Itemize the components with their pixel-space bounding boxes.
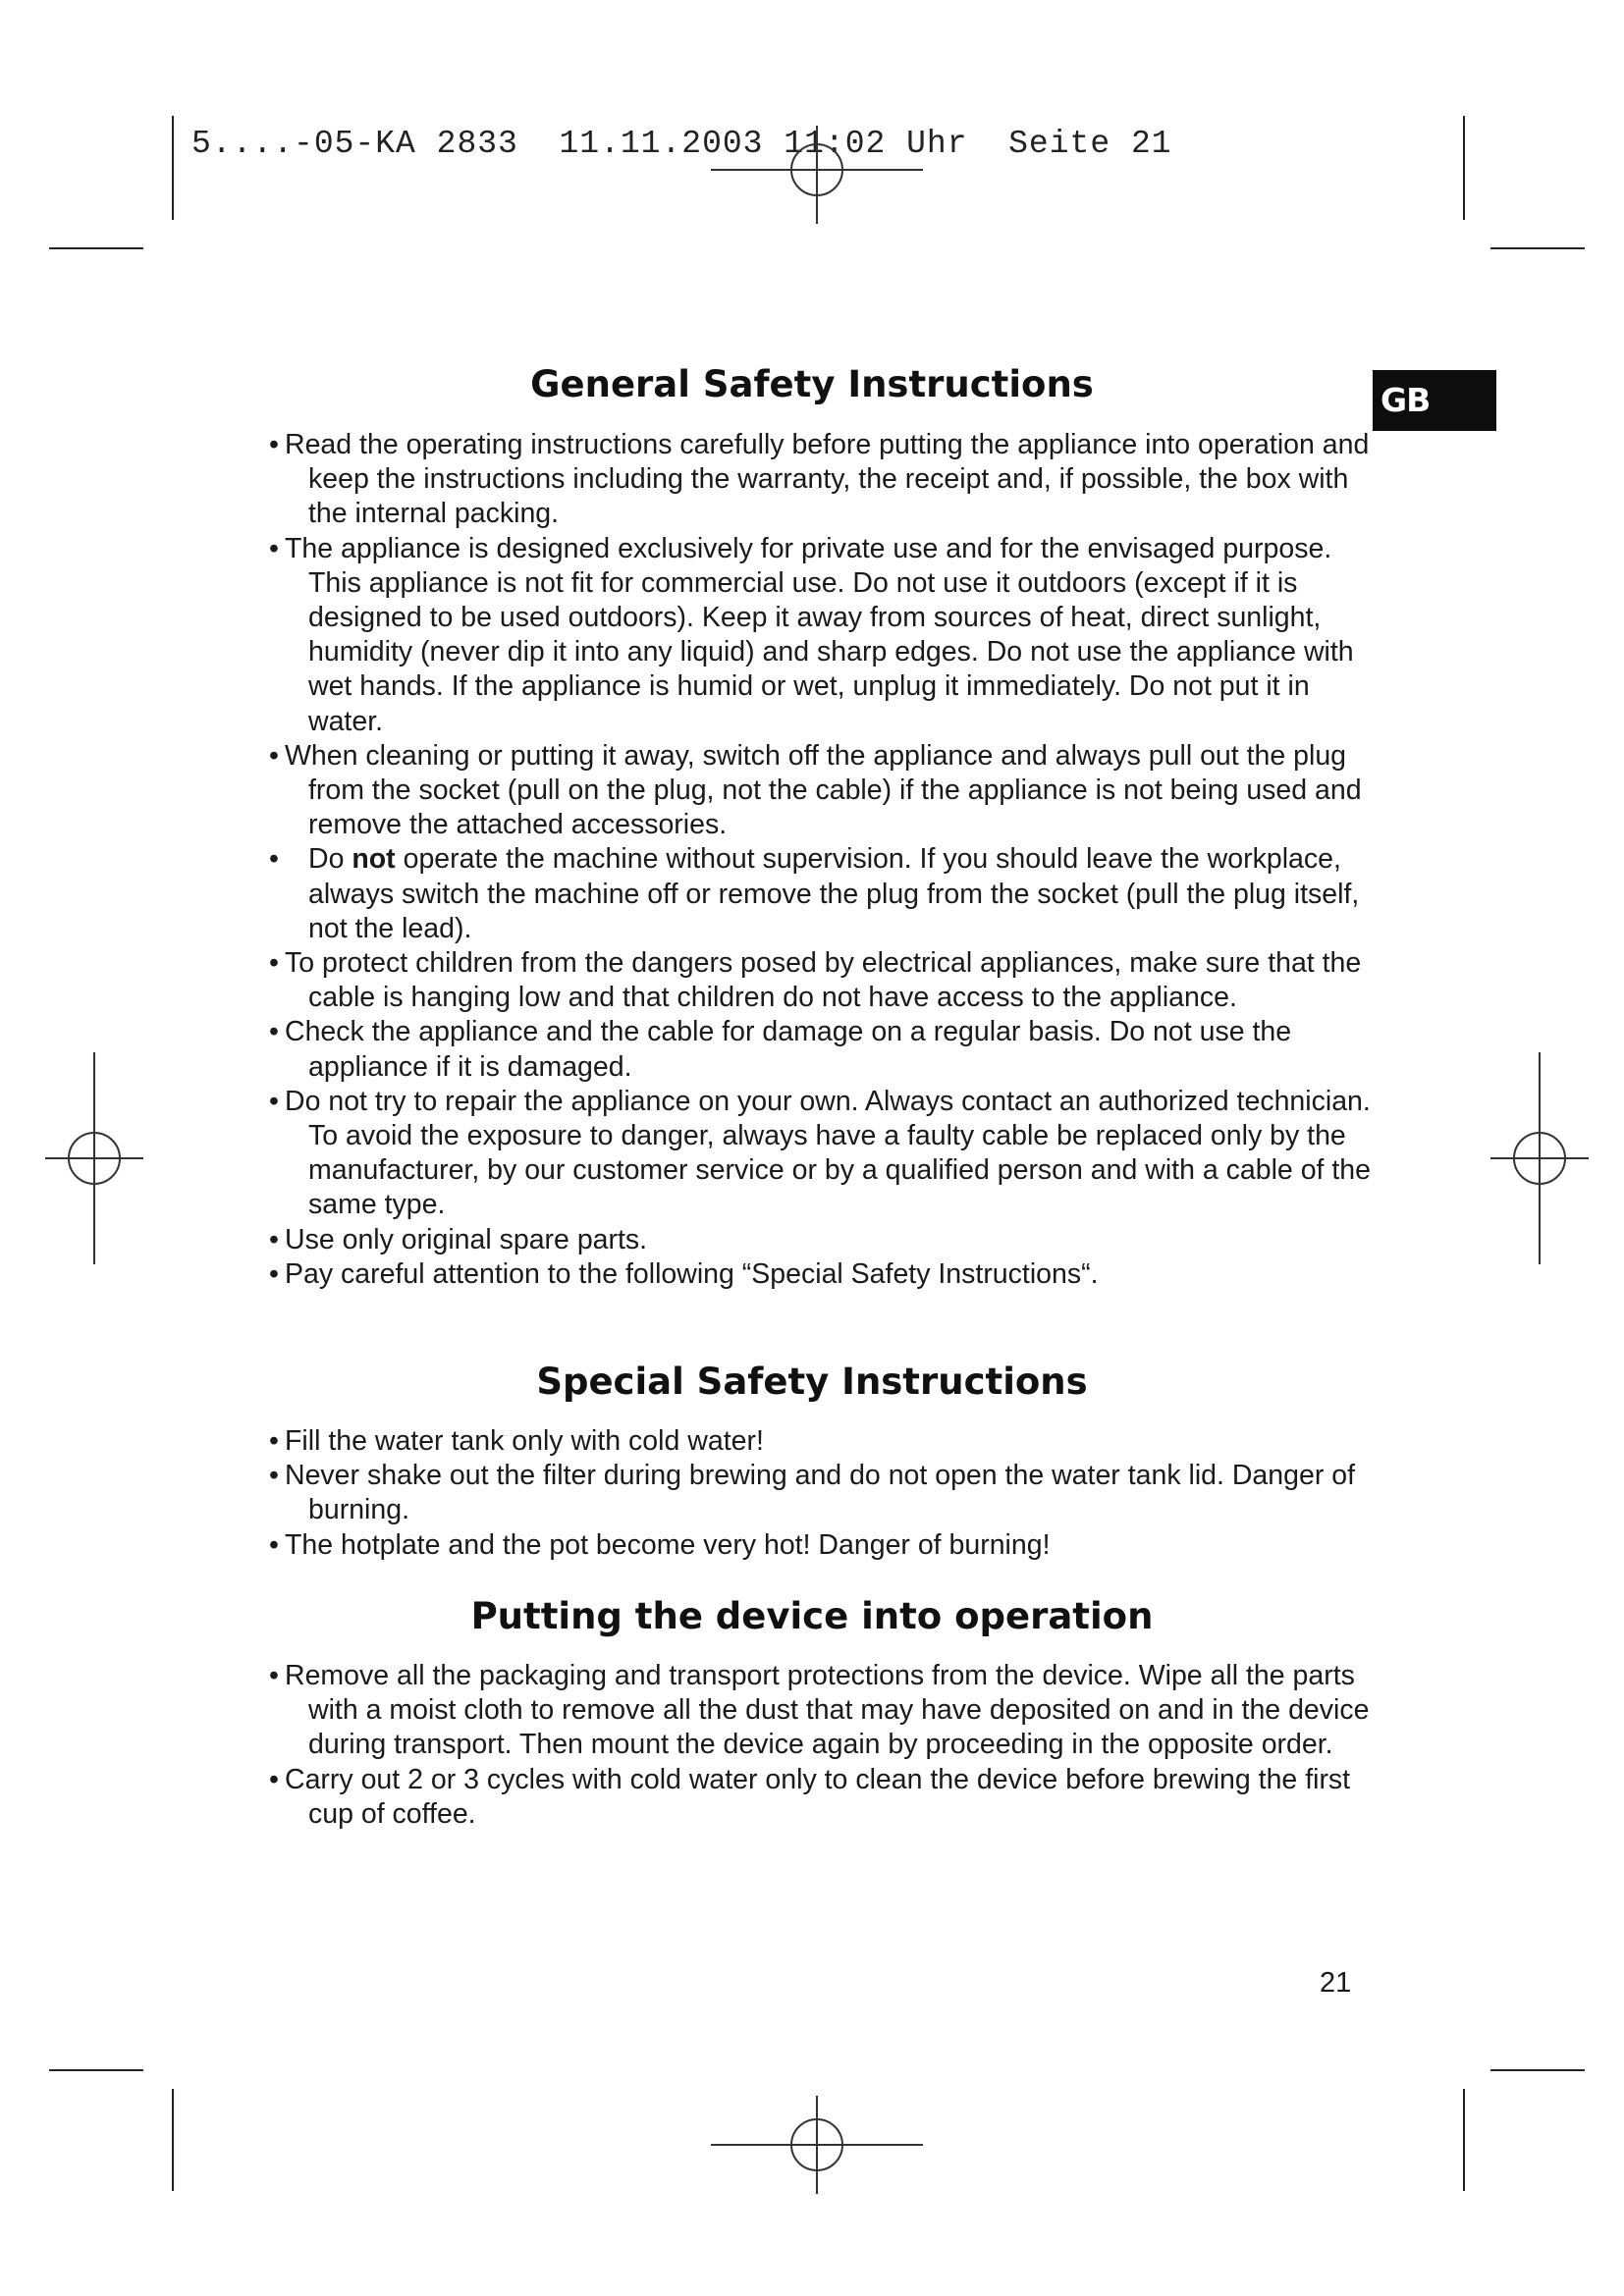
crop-mark	[49, 2069, 143, 2071]
crop-mark	[1490, 2069, 1585, 2071]
registration-mark-top	[711, 126, 923, 224]
section-title-special: Special Safety Instructions	[536, 1361, 1088, 1403]
crop-mark	[172, 2089, 174, 2191]
crop-mark	[1463, 116, 1465, 220]
list-item: • Do not try to repair the appliance on your own. Always contact an authorized technician. To avoid the exposure to danger, always have a faulty cable be replaced only by the manufacturer, by our customer service or by a qualified person and with a cable of the same type.	[269, 1085, 1371, 1221]
crop-mark	[1463, 2089, 1465, 2191]
special-safety-list	[253, 1424, 1373, 1563]
page-number: 21	[1320, 1967, 1352, 1999]
general-safety-list	[253, 428, 1373, 1292]
list-item: • Pay careful attention to the following “Special Safety Instructions“.	[269, 1257, 1099, 1290]
list-item: • Read the operating instructions carefully before putting the appliance into operation and keep the instructions including the warranty, the receipt and, if possible, the box with the internal packing.	[269, 429, 1370, 530]
crop-mark	[172, 116, 174, 220]
list-item: • When cleaning or putting it away, switch off the appliance and always pull out the plug from the socket (pull on the plug, not the cable) if the appliance is not being used and remove the attached accessories.	[269, 739, 1362, 841]
registration-mark-bottom	[711, 2096, 923, 2194]
list-item: • The hotplate and the pot become very hot! Danger of burning!	[269, 1528, 1051, 1561]
registration-mark-left	[45, 1052, 143, 1264]
list-item: • Fill the water tank only with cold water!	[269, 1425, 764, 1457]
emphasis-not: not	[352, 843, 396, 876]
registration-mark-right	[1490, 1052, 1589, 1264]
operation-list	[253, 1659, 1373, 1832]
section-title-general: General Safety Instructions	[530, 363, 1094, 405]
section-title-operation: Putting the device into operation	[470, 1595, 1154, 1637]
list-item: • The appliance is designed exclusively for private use and for the envisaged purpose. This appliance is not fit for commercial use. Do not use it outdoors (except if it is designed to be used outdoors). Keep it away from sources of heat, direct sunlight, humidity (never dip it into any liquid) and sharp edges. Do not use the appliance with wet hands. If the appliance is humid or wet, unplug it immediately. Do not put it in water.	[269, 532, 1354, 737]
list-item: • Remove all the packaging and transport protections from the device. Wipe all the parts with a moist cloth to remove all the dust that may have deposited on and in the device during transport. Then mount the device again by proceeding in the opposite order.	[269, 1660, 1370, 1761]
list-item: • To protect children from the dangers posed by electrical appliances, make sure that the cable is hanging low and that children do not have access to the appliance.	[269, 947, 1362, 1014]
list-item: • Never shake out the filter during brewing and do not open the water tank lid. Danger of burning.	[269, 1460, 1355, 1526]
list-item: • Use only original spare parts.	[269, 1223, 648, 1255]
list-item: • Carry out 2 or 3 cycles with cold water only to clean the device before brewing the first cup of coffee.	[269, 1763, 1351, 1830]
list-item: • Check the appliance and the cable for damage on a regular basis. Do not use the appliance if it is damaged.	[269, 1016, 1292, 1083]
print-header: 5....-05-KA 2833 11.11.2003 11:02 Uhr Seite 21	[191, 126, 1172, 162]
list-item: • Do not operate the machine without supervision. If you should leave the workplace, always switch the machine off or remove the plug from the socket (pull the plug itself, not the lead).	[269, 843, 1360, 944]
language-tab: GB	[1373, 370, 1496, 431]
crop-mark	[49, 247, 143, 249]
crop-mark	[1490, 247, 1585, 249]
